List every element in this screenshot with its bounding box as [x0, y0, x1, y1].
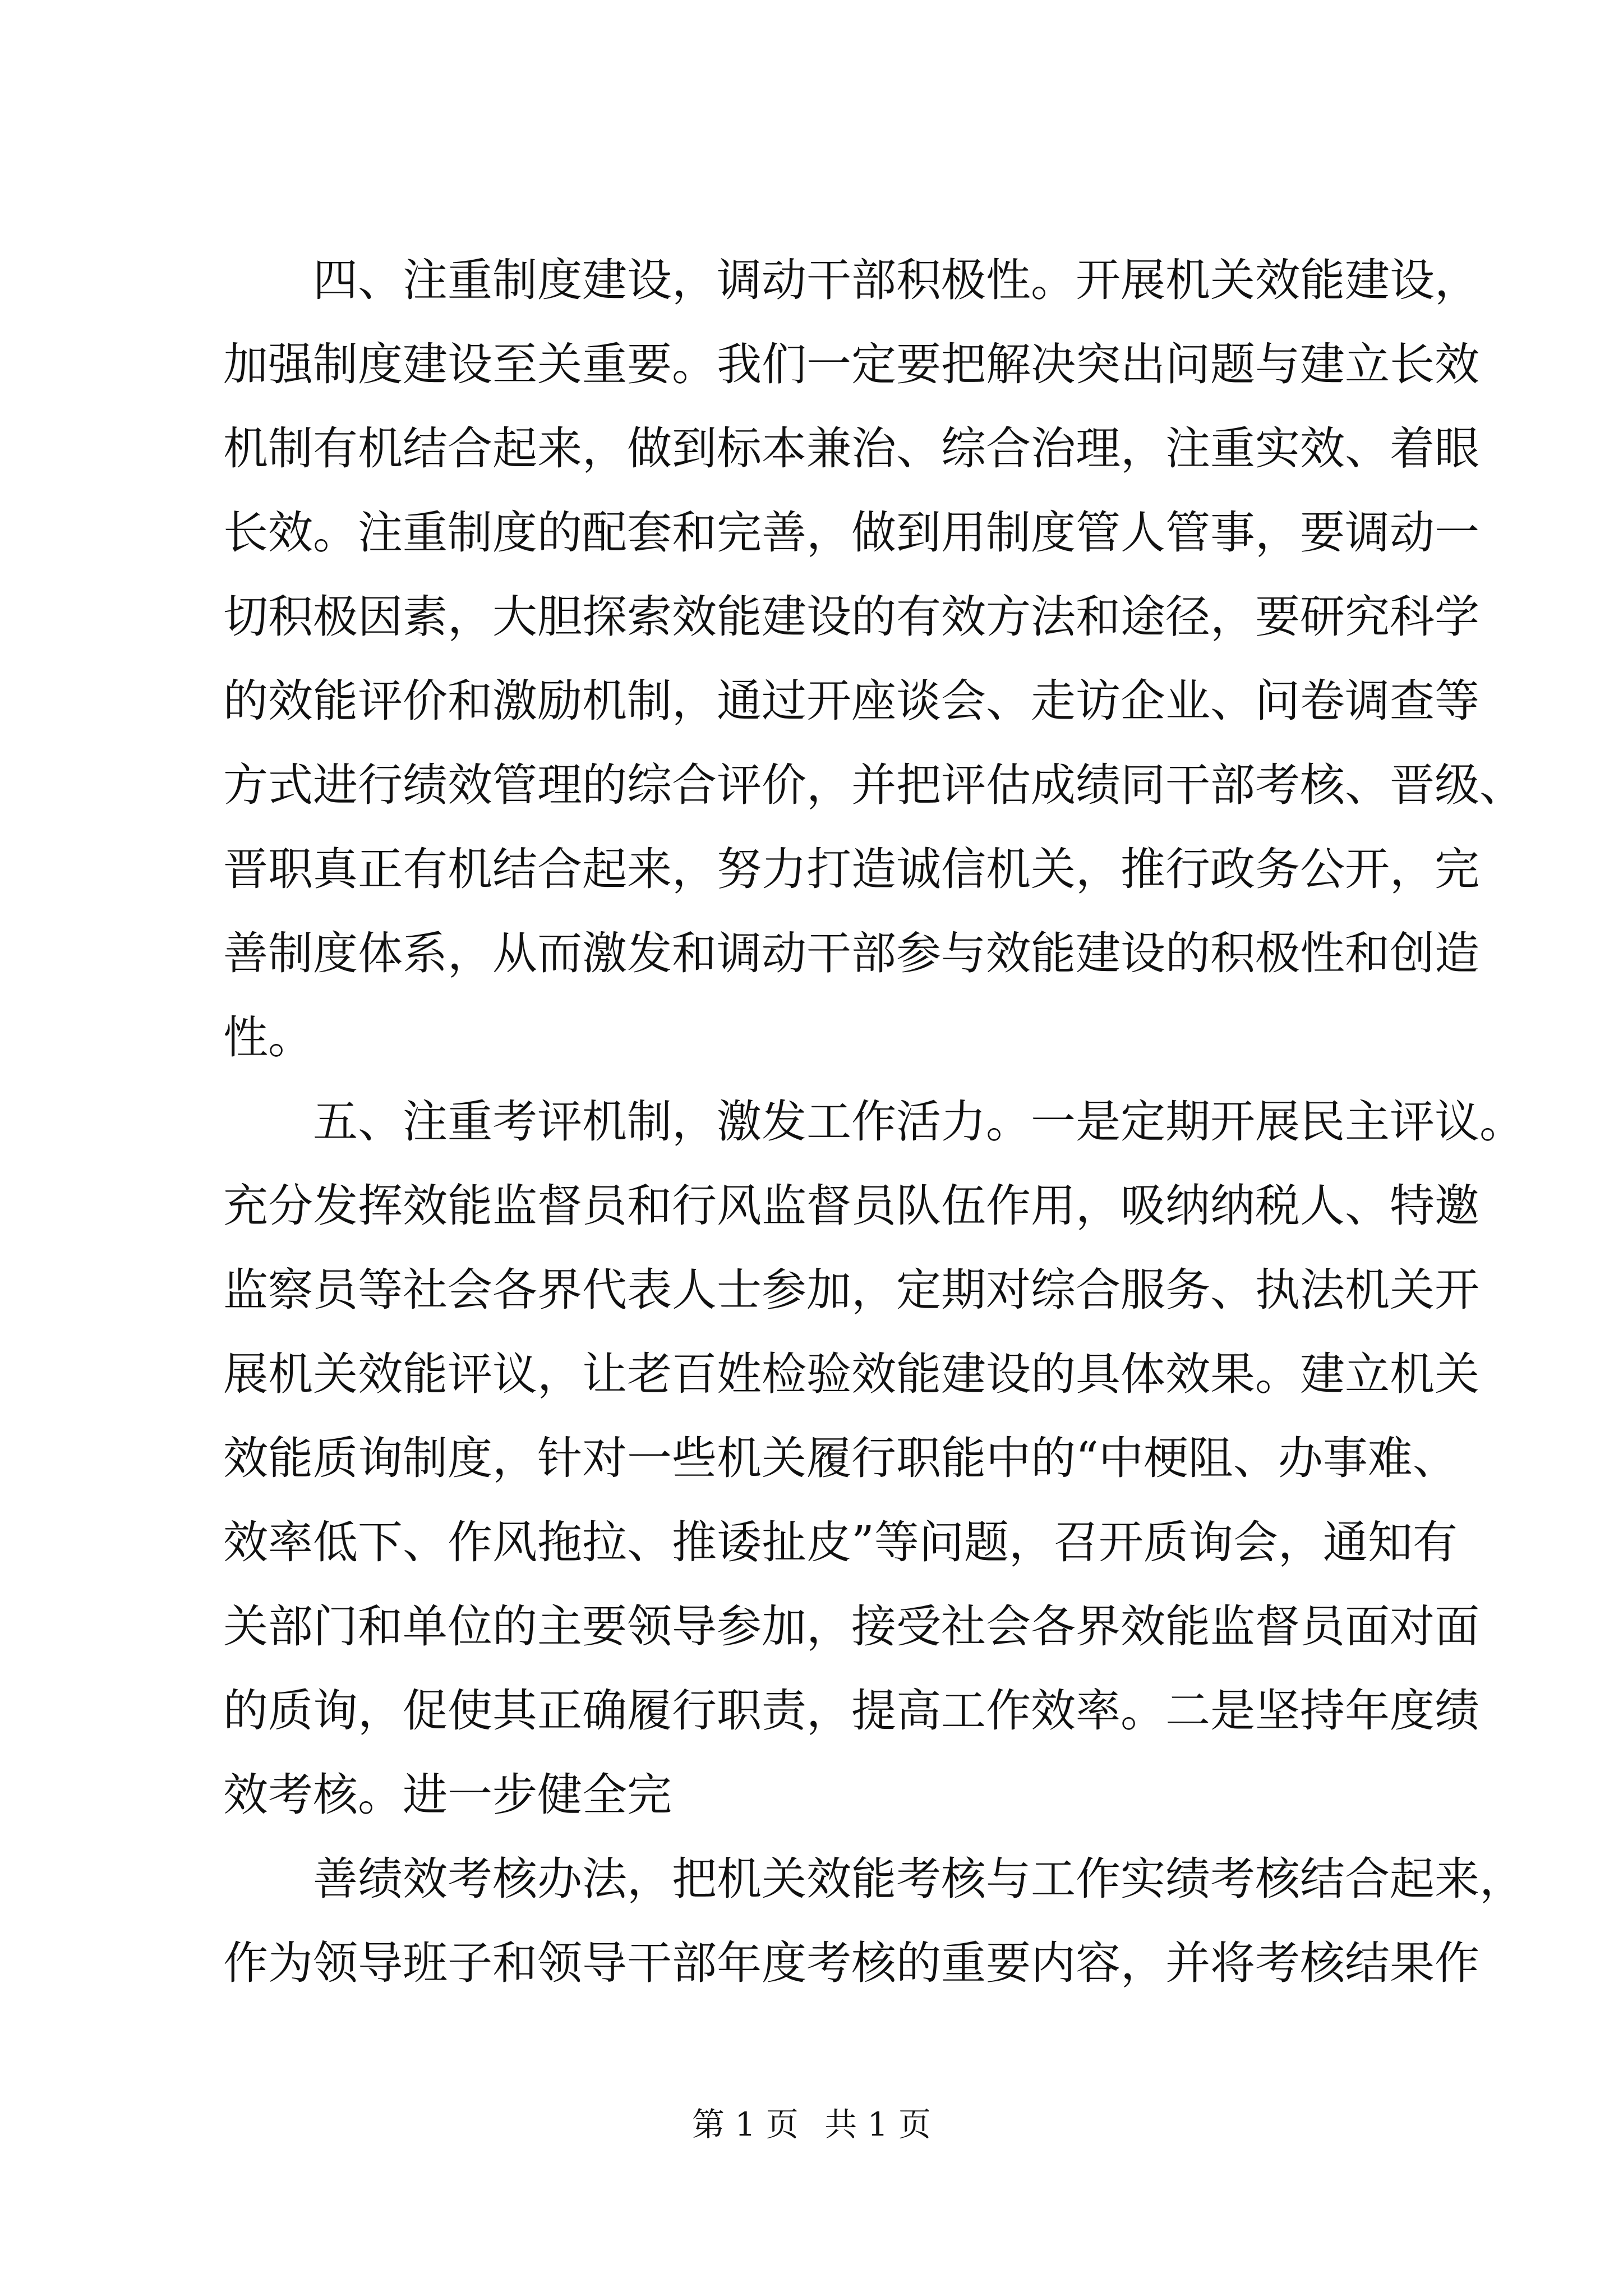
text-line: 机制有机结合起来，做到标本兼治、综合治理，注重实效、着眼: [223, 422, 1479, 475]
text-line: 性。: [223, 1011, 313, 1064]
text-line: 效考核。进一步健全完: [223, 1769, 672, 1821]
text-line: 作为领导班子和领导干部年度考核的重要内容，并将考核结果作: [223, 1937, 1479, 1989]
page-total: 共 1 页: [824, 2105, 931, 2143]
text-line: 善绩效考核办法，把机关效能考核与工作实绩考核结合起来，: [313, 1853, 1524, 1905]
text-line: 五、注重考评机制，激发工作活力。一是定期开展民主评议。: [313, 1096, 1524, 1148]
paragraph-3: [223, 1837, 1524, 2005]
text-line: 长效。注重制度的配套和完善，做到用制度管人管事，要调动一: [223, 507, 1479, 559]
text-line: 关部门和单位的主要领导参加，接受社会各界效能监督员面对面: [223, 1600, 1479, 1653]
text-line: 切积极因素，大胆探索效能建设的有效方法和途径，要研究科学: [223, 591, 1479, 643]
text-line: 效能质询制度，针对一些机关履行职能中的“中梗阻、办事难、: [223, 1432, 1458, 1484]
text-line: 四、注重制度建设，调动干部积极性。开展机关效能建设，: [313, 254, 1479, 306]
page-number: 第 1 页: [692, 2105, 799, 2143]
text-line: 充分发挥效能监督员和行风监督员队伍作用，吸纳纳税人、特邀: [223, 1180, 1479, 1232]
text-line: 展机关效能评议，让老百姓检验效能建设的具体效果。建立机关: [223, 1348, 1479, 1400]
text-line: 加强制度建设至关重要。我们一定要把解决突出问题与建立长效: [223, 338, 1479, 390]
paragraph-1: [223, 238, 1524, 1080]
text-line: 晋职真正有机结合起来，努力打造诚信机关，推行政务公开，完: [223, 843, 1479, 895]
text-line: 的质询，促使其正确履行职责，提高工作效率。二是坚持年度绩: [223, 1685, 1479, 1737]
document-body: [223, 238, 1524, 2005]
page-footer: [0, 2098, 1623, 2145]
text-line: 善制度体系，从而激发和调动干部参与效能建设的积极性和创造: [223, 927, 1479, 979]
text-line: 的效能评价和激励机制，通过开座谈会、走访企业、问卷调查等: [223, 675, 1479, 727]
text-line: 监察员等社会各界代表人士参加，定期对综合服务、执法机关开: [223, 1264, 1479, 1316]
text-line: 方式进行绩效管理的综合评价，并把评估成绩同干部考核、晋级、: [223, 759, 1524, 811]
paragraph-2: [223, 1080, 1524, 1837]
text-line: 效率低下、作风拖拉、推诿扯皮”等问题，召开质询会，通知有: [223, 1516, 1458, 1568]
